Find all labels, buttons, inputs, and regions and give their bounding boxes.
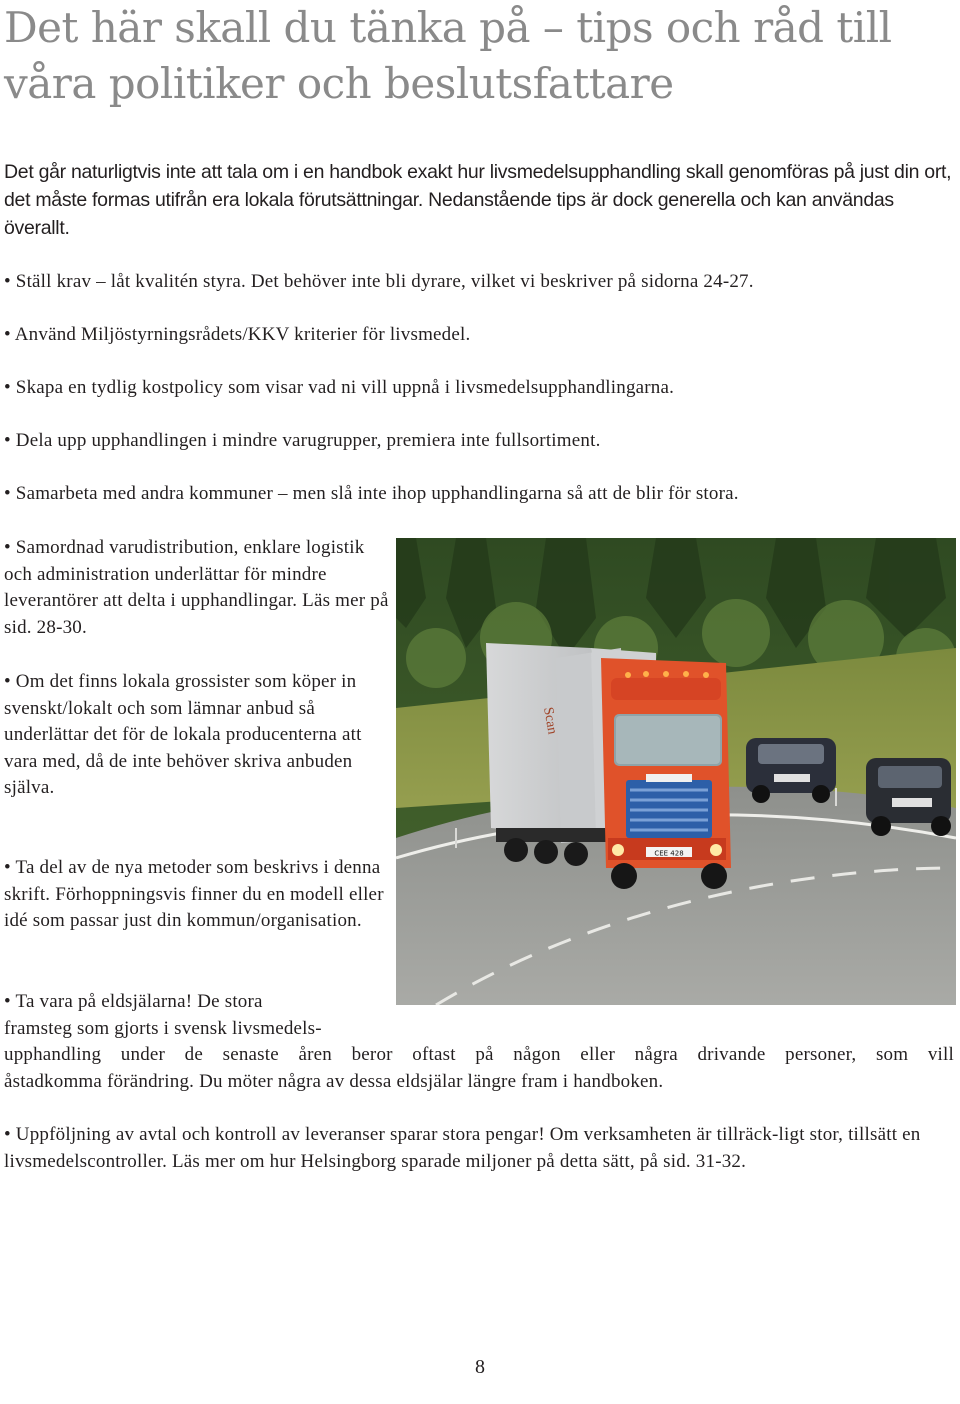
- tip-item: • Skapa en tydlig kostpolicy som visar vad ni vill uppnå i livsmedelsupphandlingarna.: [4, 377, 675, 398]
- tip-line: upphandling under de senaste åren beror oftast på någon eller några drivande personer, som vill: [4, 1044, 954, 1065]
- tip-item: • Samordnad varudistribution, enklare logistik och administration underlättar för mindre leverantörer att delta i upphandlingar. Läs mer på sid. 28-30.: [4, 537, 389, 638]
- tip-item: • Samarbeta med andra kommuner – men slå inte ihop upphandlingarna så att de blir för stora.: [4, 483, 739, 504]
- tip-item: • Ta del av de nya metoder som beskrivs i denna skrift. Förhoppningsvis finner du en modell eller idé som passar just din kommun/organisation.: [4, 857, 384, 931]
- tip-item: • Dela upp upphandlingen i mindre varugrupper, premiera inte fullsortiment.: [4, 430, 601, 451]
- tip-line: • Ta vara på eldsjälarna! De stora: [4, 991, 263, 1012]
- tip-item: • Om det finns lokala grossister som köper in svenskt/lokalt och som lämnar anbud så underlättar det för de lokala producenterna att vara med, då de inte behöver skriva anbuden själva.: [4, 671, 362, 798]
- page-title: Det här skall du tänka på – tips och råd till våra politiker och beslutsfattare: [4, 3, 892, 108]
- page-number: 8: [475, 1356, 485, 1378]
- tip-item: • Ställ krav – låt kvalitén styra. Det behöver inte bli dyrare, vilket vi beskriver på sidorna 24-27.: [4, 271, 754, 292]
- tip-item: • Uppföljning av avtal och kontroll av leveranser sparar stora pengar! Om verksamheten är tillräck-ligt stor, tillsätt en livsmedelscontroller. Läs mer om hur Helsingborg sparade miljoner på detta sätt, på sid. 31-32.: [4, 1124, 921, 1172]
- tip-line: åstadkomma förändring. Du möter några av dessa eldsjälar längre fram i handboken.: [4, 1070, 664, 1092]
- truck-photo: [396, 538, 956, 1005]
- tip-line: framsteg som gjorts i svensk livsmedels-: [4, 1017, 322, 1039]
- intro-paragraph: Det går naturligtvis inte att tala om i en handbok exakt hur livsmedelsupphandling skall genomföras på just din ort, det måste formas utifrån era lokala förutsättningar. Nedanstående tips är dock generella och kan användas överallt.: [4, 161, 952, 239]
- trailer-logo: Scan: [540, 706, 560, 736]
- tip-item: • Använd Miljöstyrningsrådets/KKV kriterier för livsmedel.: [4, 324, 471, 345]
- truck-plate: CEE 428: [654, 849, 684, 858]
